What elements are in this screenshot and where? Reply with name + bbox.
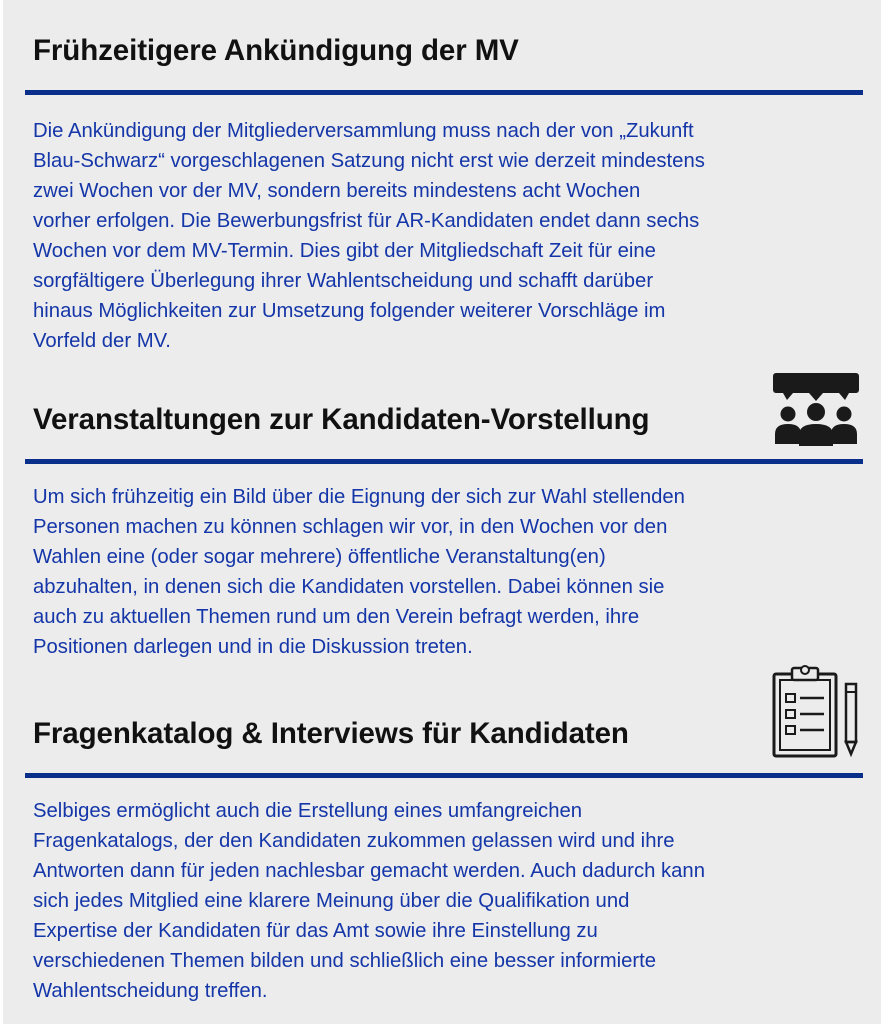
- body-line: zwei Wochen vor der MV, sondern bereits mindestens acht Wochen: [33, 180, 641, 202]
- body-line: Wahlentscheidung treffen.: [33, 980, 268, 1002]
- body-line: hinaus Möglichkeiten zur Umsetzung folgender weiterer Vorschläge im: [33, 300, 666, 322]
- body-line: Die Ankündigung der Mitgliederversammlung muss nach der von „Zukunft: [33, 120, 694, 142]
- section-body: [33, 116, 863, 356]
- body-line: Blau-Schwarz“ vorgeschlagenen Satzung nicht erst wie derzeit mindestens: [33, 150, 705, 172]
- body-line: auch zu aktuellen Themen rund um den Verein befragt werden, ihre: [33, 606, 640, 628]
- section-heading: Veranstaltungen zur Kandidaten-Vorstellung: [33, 403, 650, 436]
- group-discussion-icon: [771, 372, 861, 448]
- clipboard-checklist-icon: [770, 664, 864, 760]
- section-heading: Fragenkatalog & Interviews für Kandidaten: [33, 717, 629, 750]
- body-line: verschiedenen Themen bilden und schließlich eine besser informierte: [33, 950, 657, 972]
- section-body: [33, 482, 863, 662]
- body-line: vorher erfolgen. Die Bewerbungsfrist für AR-Kandidaten endet dann sechs: [33, 210, 700, 232]
- body-line: Selbiges ermöglicht auch die Erstellung eines umfangreichen: [33, 800, 583, 822]
- body-line: abzuhalten, in denen sich die Kandidaten vorstellen. Dabei können sie: [33, 576, 665, 598]
- section-divider: [25, 90, 863, 95]
- body-line: sich jedes Mitglied eine klarere Meinung über die Qualifikation und: [33, 890, 630, 912]
- body-line: Vorfeld der MV.: [33, 330, 171, 352]
- section-heading: Frühzeitigere Ankündigung der MV: [33, 34, 519, 67]
- section-divider: [25, 773, 863, 778]
- body-line: Positionen darlegen und in die Diskussion treten.: [33, 636, 473, 658]
- body-line: Antworten dann für jeden nachlesbar gemacht werden. Auch dadurch kann: [33, 860, 705, 882]
- body-line: Um sich frühzeitig ein Bild über die Eignung der sich zur Wahl stellenden: [33, 486, 685, 508]
- body-line: Expertise der Kandidaten für das Amt sowie ihre Einstellung zu: [33, 920, 598, 942]
- body-line: Wahlen eine (oder sogar mehrere) öffentliche Veranstaltung(en): [33, 546, 606, 568]
- body-line: Personen machen zu können schlagen wir vor, in den Wochen vor den: [33, 516, 668, 538]
- section-body: [33, 796, 863, 1006]
- section-divider: [25, 459, 863, 464]
- body-line: Wochen vor dem MV-Termin. Dies gibt der Mitgliedschaft Zeit für eine: [33, 240, 656, 262]
- body-line: Fragenkatalogs, der den Kandidaten zukommen gelassen wird und ihre: [33, 830, 675, 852]
- document-page: [3, 0, 881, 1024]
- body-line: sorgfältigere Überlegung ihrer Wahlentscheidung und schafft darüber: [33, 270, 654, 292]
